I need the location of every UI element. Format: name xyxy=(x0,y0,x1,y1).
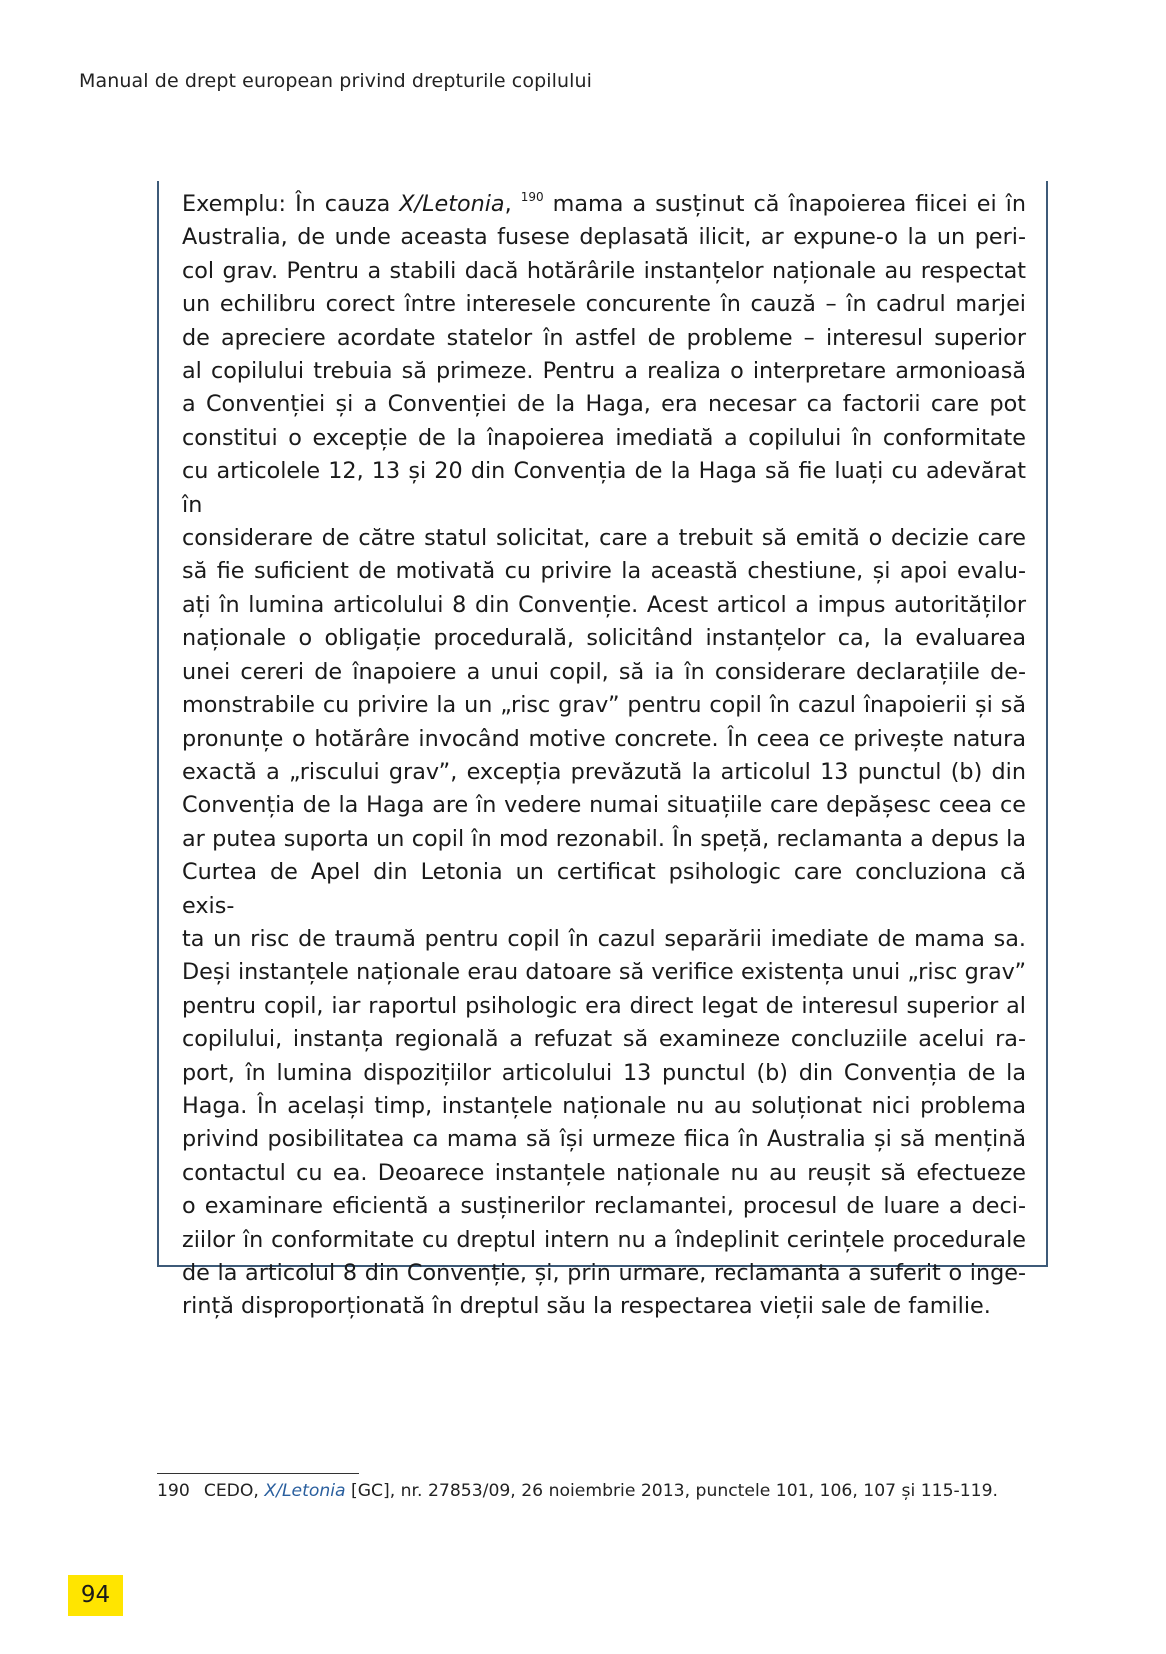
footnote-number: 190 xyxy=(157,1481,190,1501)
footnote-suffix: [GC], nr. 27853/09, 26 noiembrie 2013, punctele 101, 106, 107 și 115-119. xyxy=(345,1481,999,1501)
example-line: ziilor în conformitate cu dreptul intern nu a îndeplinit cerințele procedurale xyxy=(182,1226,1026,1253)
example-case-name: X/Letonia xyxy=(399,191,505,217)
example-line: un echilibru corect între interesele concurente în cauză – în cadrul marjei xyxy=(182,291,1026,318)
example-intro: Exemplu: În cauza xyxy=(182,191,400,217)
example-line: considerare de către statul solicitat, care a trebuit să emită o decizie care xyxy=(182,525,1026,552)
example-after-case: , xyxy=(504,191,521,217)
page-number: 94 xyxy=(68,1575,123,1616)
example-line: de la articolul 8 din Convenție, și, prin urmare, reclamanta a suferit o inge- xyxy=(182,1260,1026,1286)
example-paragraph xyxy=(182,188,1026,1324)
footnote-case-link[interactable]: X/Letonia xyxy=(264,1481,346,1501)
footnote-reference[interactable]: 190 xyxy=(520,190,544,204)
footnote-divider xyxy=(157,1473,359,1474)
example-line: cu articolele 12, 13 și 20 din Convenția de la Haga să fie luați cu adevărat în xyxy=(182,458,1026,518)
example-line: ar putea suporta un copil în mod rezonabil. În speță, reclamanta a depus la xyxy=(182,825,1026,852)
example-line: Haga. În același timp, instanțele naționale nu au soluționat nici problema xyxy=(182,1092,1026,1119)
example-line: mama a susținut că înapoierea fiicei ei în xyxy=(543,191,1027,217)
example-lines xyxy=(182,221,1026,1323)
example-line: Deși instanțele naționale erau datoare să verifice existența unui „risc grav” xyxy=(182,959,1026,986)
example-line: să fie suficient de motivată cu privire la această chestiune, și apoi evalu- xyxy=(182,558,1026,585)
example-line: constitui o excepție de la înapoierea imediată a copilului în conformitate xyxy=(182,424,1026,451)
example-line: ta un risc de traumă pentru copil în cazul separării imediate de mama sa. xyxy=(182,925,1026,952)
running-header: Manual de drept european privind drepturile copilului xyxy=(79,70,593,92)
footnote-prefix: CEDO, xyxy=(203,1481,265,1501)
example-line: ați în lumina articolului 8 din Convenție. Acest articol a impus autorităților xyxy=(182,591,1026,618)
example-line: o examinare eficientă a susținerilor reclamantei, procesul de luare a deci- xyxy=(182,1193,1026,1220)
example-line: privind posibilitatea ca mama să își urmeze fiica în Australia și să mențină xyxy=(182,1126,1026,1153)
example-line: pentru copil, iar raportul psihologic era direct legat de interesul superior al xyxy=(182,992,1026,1019)
example-line: de apreciere acordate statelor în astfel de probleme – interesul superior xyxy=(182,324,1026,351)
example-line: Australia, de unde aceasta fusese deplasată ilicit, ar expune-o la un peri- xyxy=(182,224,1026,251)
example-line: col grav. Pentru a stabili dacă hotărârile instanțelor naționale au respectat xyxy=(182,257,1026,284)
example-line: unei cereri de înapoiere a unui copil, să ia în considerare declarațiile de- xyxy=(182,658,1026,685)
example-line: contactul cu ea. Deoarece instanțele naționale nu au reușit să efectueze xyxy=(182,1159,1026,1186)
example-line: pronunțe o hotărâre invocând motive concrete. În ceea ce privește natura xyxy=(182,725,1026,752)
example-line: Convenția de la Haga are în vedere numai situațiile care depășesc ceea ce xyxy=(182,792,1026,819)
example-line: copilului, instanța regională a refuzat să examineze concluziile acelui ra- xyxy=(182,1026,1026,1053)
example-line: monstrabile cu privire la un „risc grav” pentru copil în cazul înapoierii și să xyxy=(182,692,1026,719)
footnote xyxy=(157,1479,998,1503)
example-line: exactă a „riscului grav”, excepția prevăzută la articolul 13 punctul (b) din xyxy=(182,758,1026,785)
example-line: al copilului trebuia să primeze. Pentru a realiza o interpretare armonioasă xyxy=(182,358,1026,385)
example-line: a Convenției și a Convenției de la Haga, era necesar ca factorii care pot xyxy=(182,391,1026,418)
example-line: rință disproporționată în dreptul său la respectarea vieții sale de familie. xyxy=(182,1293,991,1320)
example-line: Curtea de Apel din Letonia un certificat psihologic care concluziona că exis- xyxy=(182,859,1026,919)
example-line: naționale o obligație procedurală, solicitând instanțelor ca, la evaluarea xyxy=(182,625,1026,652)
example-first-line xyxy=(182,188,1026,221)
example-line: port, în lumina dispozițiilor articolului 13 punctul (b) din Convenția de la xyxy=(182,1059,1026,1086)
